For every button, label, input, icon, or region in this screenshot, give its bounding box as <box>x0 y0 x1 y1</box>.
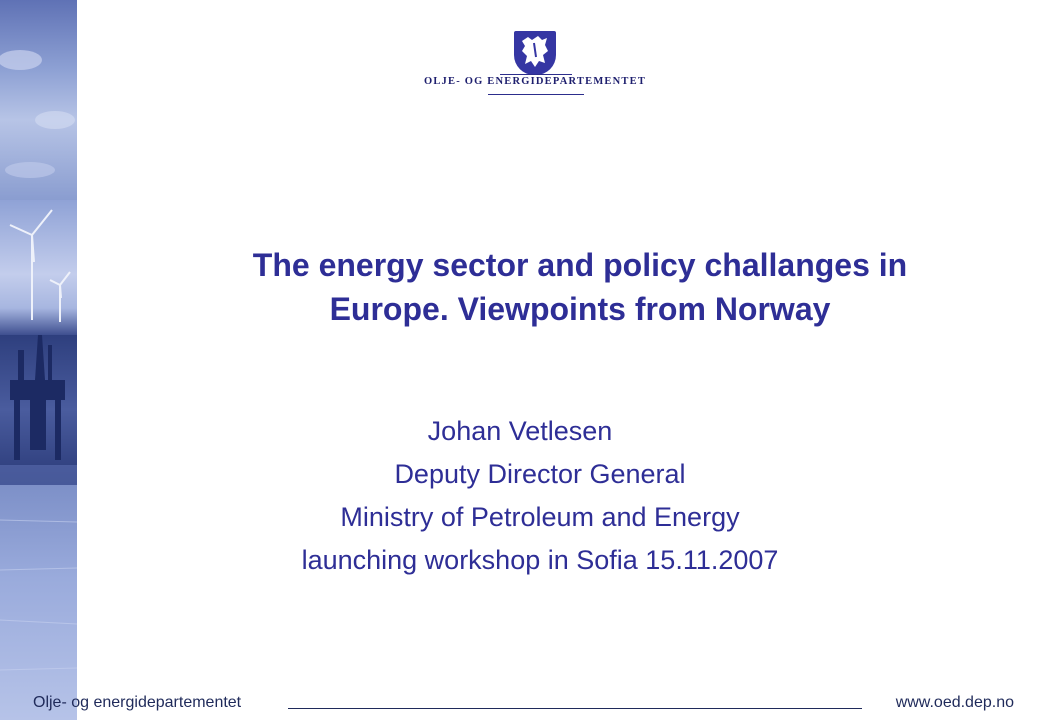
wind-turbine-icon <box>10 210 70 322</box>
slide-subtitle <box>130 410 950 582</box>
presenter-organization: Ministry of Petroleum and Energy <box>340 502 740 532</box>
photo-strip <box>0 0 77 720</box>
footer-ministry-name: Olje- og energidepartementet <box>33 694 242 711</box>
lion-crest-icon <box>514 31 556 75</box>
presenter-position: Deputy Director General <box>394 459 686 489</box>
ministry-header: OLJE- OG ENERGIDEPARTEMENTET <box>423 76 647 87</box>
footer-website: www.oed.dep.no <box>895 694 1014 711</box>
norwegian-crest-logo <box>514 31 556 75</box>
oil-rig-icon <box>10 335 65 460</box>
title-line-1: The energy sector and policy challanges in <box>252 247 908 283</box>
footer-divider <box>288 708 862 709</box>
photo-strip-details <box>0 0 77 720</box>
slide-title <box>160 243 1000 331</box>
title-line-2: Europe. Viewpoints from Norway <box>329 291 831 327</box>
logo-rule-bottom <box>488 94 584 95</box>
logo-rule-top <box>500 74 572 75</box>
presenter-name: Johan Vetlesen <box>427 416 613 446</box>
event-info: launching workshop in Sofia 15.11.2007 <box>301 545 779 575</box>
